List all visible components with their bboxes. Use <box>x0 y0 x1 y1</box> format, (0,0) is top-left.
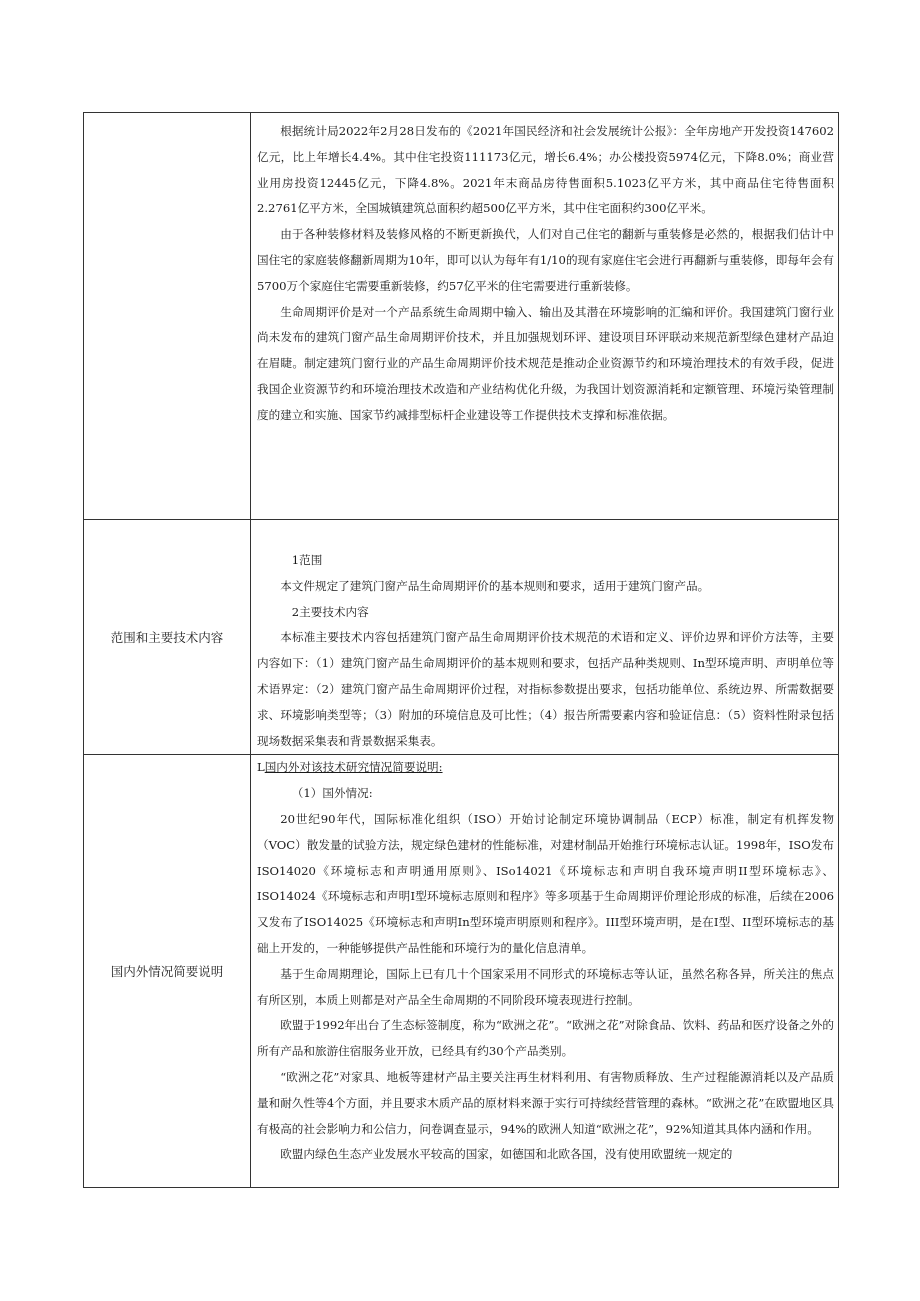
standard-info-table <box>83 112 839 1188</box>
section-heading: 2主要技术内容 <box>291 604 369 619</box>
overview-label: 国内外情况简要说明 <box>84 755 251 1188</box>
paragraph: 根据统计局2022年2月28日发布的《2021年国民经济和社会发展统计公报》：全年房地产开发投资147602亿元，比上年增长4.4%。其中住宅投资111173亿元，增长6.4%；办公楼投资5974亿元，下降8.0%；商业营业用房投资12445亿元，下降4.8%。2021年末商品房待售面积5.1023亿平方米，其中商品住宅待售面积2.2761亿平方米，全国城镇建筑总面积约超500亿平方米，其中住宅面积约300亿平米。 <box>257 124 834 216</box>
paragraph: 本标准主要技术内容包括建筑门窗产品生命周期评价技术规范的术语和定义、评价边界和评价方法等，主要内容如下：（1）建筑门窗产品生命周期评价的基本规则和要求，包括产品种类规则、In型环境声明、声明单位等术语界定：（2）建筑门窗产品生命周期评价过程，对指标参数提出要求，包括功能单位、系统边界、所需数据要求、环境影响类型等；（3）附加的环境信息及可比性；（4）报告所需要素内容和验证信息：（5）资料性附录包括现场数据采集表和背景数据采集表。 <box>257 630 834 748</box>
paragraph: 本文件规定了建筑门窗产品生命周期评价的基本规则和要求，适用于建筑门窗产品。 <box>280 578 710 593</box>
overview-row <box>84 755 839 1188</box>
paragraph: “欧洲之花”对家具、地板等建材产品主要关注再生材料利用、有害物质释放、生产过程能源消耗以及产品质量和耐久性等4个方面，并且要求木质产品的原材料来源于实行可持续经营管理的森林。“欧洲之花”在欧盟地区具有极高的社会影响力和公信力，问卷调查显示，94%的欧洲人知道“欧洲之花”，92%知道其具体内涵和作用。 <box>257 1069 834 1136</box>
overview-heading <box>257 755 834 781</box>
scope-content <box>251 520 839 755</box>
section-heading: 1范围 <box>291 553 323 567</box>
background-label <box>84 113 251 520</box>
background-row <box>84 113 839 520</box>
paragraph: 20世纪90年代，国际标准化组织（ISO）开始讨论制定环境协调制品（ECP）标准，制定有机挥发物（VOC）散发量的试验方法，规定绿色建材的性能标准，对建材制品开始推行环境标志认证。1998年，ISO发布ISO14020《环境标志和声明通用原则》、ISo14021《环境标志和声明自我环境声明II型环境标志》、ISO14024《环境标志和声明I型环境标志原则和程序》等多项基于生命周期评价理论形成的标准，后续在2006又发布了ISO14025《环境标志和声明In型环境声明原则和程序》。III型环境声明，是在I型、II型环境标志的基础上开发的，一种能够提供产品性能和环境行为的量化信息清单。 <box>257 811 834 955</box>
heading-text: 国内外对该技术研究情况简要说明: <box>264 760 443 775</box>
sub-heading: （1）国外情况: <box>291 786 373 801</box>
paragraph: 由于各种装修材料及装修风格的不断更新换代，人们对自己住宅的翻新与重装修是必然的，根据我们估计中国住宅的家庭装修翻新周期为10年，即可以认为每年有1/10的现有家庭住宅会进行再翻新与重装修，即每年会有5700万个家庭住宅需要重新装修，约57亿平米的住宅需要进行重新装修。 <box>257 227 834 293</box>
paragraph: 欧盟于1992年出台了生态标签制度，称为“欧洲之花”。“欧洲之花”对除食品、饮料、药品和医疗设备之外的所有产品和旅游住宿服务业开放，已经具有约30个产品类别。 <box>257 1018 834 1059</box>
heading-prefix: L <box>257 760 265 775</box>
overview-content <box>251 755 839 1188</box>
paragraph: 基于生命周期理论，国际上已有几十个国家采用不同形式的环境标志等认证，虽然名称各异，所关注的焦点有所区别，本质上则都是对产品全生命周期的不同阶段环境表现进行控制。 <box>257 966 834 1007</box>
paragraph: 欧盟内绿色生态产业发展水平较高的国家，如德国和北欧各国，没有使用欧盟统一规定的 <box>280 1147 733 1162</box>
paragraph: 生命周期评价是对一个产品系统生命周期中输入、输出及其潜在环境影响的汇编和评价。我国建筑门窗行业尚未发布的建筑门窗产品生命周期评价技术，并且加强规划环评、建设项目环评联动来规范新型绿色建材产品迫在眉睫。制定建筑门窗行业的产品生命周期评价技术规范是推动企业资源节约和环境治理技术的有效手段，促进我国企业资源节约和环境治理技术改造和产业结构优化升级，为我国计划资源消耗和定额管理、环境污染管理制度的建立和实施、国家节约减排型标杆企业建设等工作提供技术支撑和标准依据。 <box>257 304 834 422</box>
scope-label: 范围和主要技术内容 <box>84 520 251 755</box>
background-content <box>251 113 839 520</box>
scope-row <box>84 520 839 755</box>
